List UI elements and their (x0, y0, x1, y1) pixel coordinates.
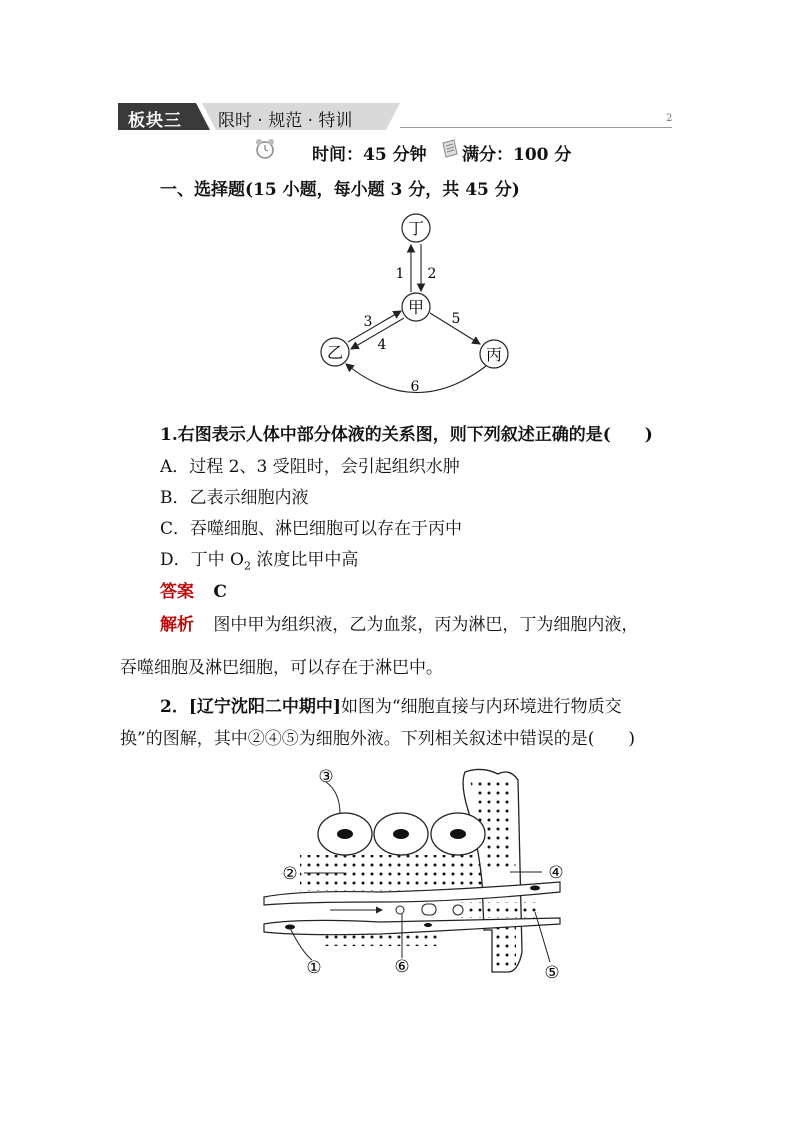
alarm-clock-icon (254, 138, 276, 160)
arrow-label-4: 2 (427, 266, 437, 282)
arrow-label-3: 1 (395, 266, 405, 282)
label-2: ② (282, 864, 298, 884)
q1-option-d: D．丁中 $O_2$ 浓度比甲中高 (160, 550, 359, 573)
arrow-label-6: 6 (410, 379, 420, 395)
arrow-1 (348, 311, 401, 342)
label-6: ⑥ (394, 957, 410, 977)
svg-text:乙: 乙 (326, 343, 344, 362)
node-bing (480, 340, 508, 368)
q1-stem: 1.右图表示人体中部分体液的关系图，则下列叙述正确的是( ) (160, 425, 653, 445)
test-paper-icon (440, 139, 460, 159)
label-3: ③ (318, 767, 334, 787)
node-ding (402, 214, 430, 242)
analysis-label: 解析 (160, 615, 194, 635)
page-mark: 2 (666, 113, 673, 124)
answer-value: C (213, 582, 227, 602)
q1-analysis-line1 (160, 610, 638, 635)
full-score: 满分：100 分 (462, 145, 572, 165)
tissue-cells (318, 813, 485, 855)
section-title: 一、选择题(15 小题，每小题 3 分，共 45 分) (160, 180, 520, 200)
node-jia (402, 293, 430, 321)
internal-environment-diagram (260, 762, 580, 987)
q2-stem-line1: 2．[辽宁沈阳二中期中]如图为“细胞直接与内环境进行物质交 (160, 697, 622, 717)
section-banner (118, 103, 400, 130)
svg-text:丁: 丁 (407, 219, 425, 238)
q1-analysis-line2: 吞噬细胞及淋巴细胞，可以存在于淋巴中。 (120, 658, 443, 678)
answer-label: 答案 (160, 582, 194, 602)
q1-option-b: B．乙表示细胞内液 (160, 488, 309, 508)
block-label: 板块三 (128, 111, 182, 131)
body-fluid-diagram (300, 205, 530, 400)
q2-stem-line2: 换”的图解，其中②④⑤为细胞外液。下列相关叙述中错误的是( ) (120, 729, 635, 749)
q1-answer (160, 577, 227, 602)
time-limit: 时间：45 分钟 (312, 145, 427, 165)
label-5: ⑤ (544, 963, 560, 983)
arrow-label-2: 4 (377, 337, 387, 353)
label-4: ④ (548, 863, 564, 883)
arrow-label-5: 5 (451, 311, 461, 327)
header-rule (400, 127, 672, 128)
analysis-text: 图中甲为组织液，乙为血浆，丙为淋巴，丁为细胞内液， (213, 615, 639, 635)
arrow-label-1: 3 (363, 314, 373, 330)
q1-option-a: A．过程 2、3 受阻时，会引起组织水肿 (160, 457, 460, 477)
q1-option-c: C．吞噬细胞、淋巴细胞可以存在于丙中 (160, 519, 463, 539)
node-yi (321, 338, 349, 366)
label-1: ① (306, 958, 322, 978)
q2-number: 2． (160, 697, 189, 717)
q2-source: [辽宁沈阳二中期中] (188, 697, 341, 717)
banner-title: 限时 · 规范 · 特训 (218, 111, 353, 131)
svg-text:甲: 甲 (407, 298, 425, 317)
svg-text:丙: 丙 (485, 345, 503, 364)
